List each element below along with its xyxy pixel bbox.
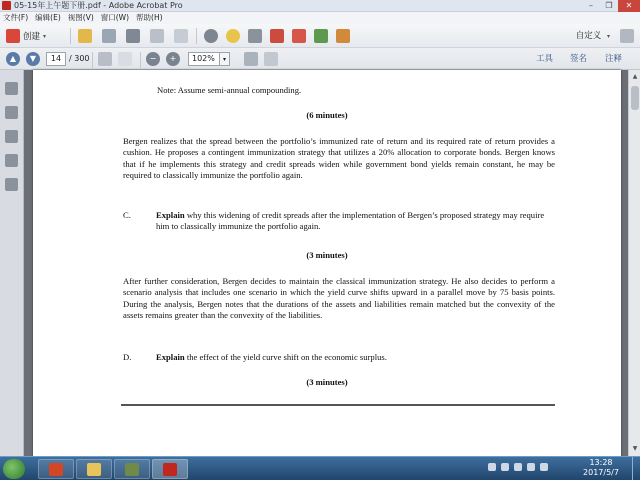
cursor-arrow-icon <box>98 52 112 66</box>
menu-window[interactable]: 窗口(W) <box>100 13 130 22</box>
question-letter: C. <box>123 210 131 220</box>
create-pdf-icon <box>6 29 20 43</box>
zoom-level-input[interactable]: 102% <box>188 52 220 66</box>
layers-icon[interactable] <box>5 154 18 167</box>
system-clock[interactable] <box>576 458 626 478</box>
share-button[interactable] <box>314 28 328 44</box>
window-title: 05-15年上午题下册.pdf - Adobe Acrobat Pro <box>14 1 183 10</box>
show-desktop-button[interactable] <box>632 457 640 480</box>
settings-button[interactable] <box>204 28 218 44</box>
maximize-button[interactable]: ❐ <box>605 1 613 10</box>
network-icon[interactable] <box>501 463 509 471</box>
create-label: 创建 <box>23 32 41 42</box>
page-number-input[interactable]: 14 <box>46 52 66 66</box>
taskbar-powerpoint[interactable] <box>38 459 74 479</box>
taskbar-acrobat[interactable] <box>152 459 188 479</box>
attachment-icon[interactable] <box>5 130 18 143</box>
customize-dropdown[interactable] <box>576 29 610 44</box>
toolbar-divider <box>140 52 141 68</box>
clock-date: 2017/5/7 <box>583 468 619 477</box>
taskbar-explorer[interactable] <box>76 459 112 479</box>
question-verb: Explain <box>156 352 185 362</box>
close-button[interactable]: ✕ <box>618 0 640 12</box>
clock-time: 13:28 <box>589 458 613 467</box>
hand-tool-button[interactable] <box>118 52 132 66</box>
powerpoint-icon <box>49 463 63 476</box>
keyboard-icon[interactable] <box>540 463 548 471</box>
combine-button[interactable] <box>292 28 306 44</box>
app-icon <box>125 463 139 476</box>
select-tool-button[interactable] <box>98 52 112 66</box>
question-text <box>156 352 556 363</box>
folder-icon <box>78 29 92 43</box>
question-letter: D. <box>123 352 132 362</box>
gear-icon <box>204 29 218 43</box>
menu-view[interactable]: 视图(V) <box>67 13 94 22</box>
time-allocation: (3 minutes) <box>306 250 348 260</box>
flag-icon[interactable] <box>514 463 522 471</box>
comment-pane-button[interactable]: 注释 <box>605 54 623 64</box>
fit-page-icon <box>244 52 258 66</box>
zoom-dropdown-button[interactable] <box>220 52 230 66</box>
open-button[interactable] <box>78 28 92 44</box>
save-button[interactable] <box>102 28 116 44</box>
menu-help[interactable]: 帮助(H) <box>136 13 163 22</box>
save-icon <box>102 29 116 43</box>
edit-button[interactable] <box>150 28 164 44</box>
create-button[interactable] <box>6 28 46 44</box>
share-icon <box>314 29 328 43</box>
question-body: why this widening of credit spreads after the implementation of Bergen’s proposed strategy may require him to classically immunize the portfolio again. <box>156 210 545 232</box>
fit-page-button[interactable] <box>244 52 258 66</box>
mail-icon <box>174 29 188 43</box>
toolbar-divider <box>70 28 71 44</box>
zoom-out-button[interactable]: − <box>146 52 160 66</box>
print-button[interactable] <box>126 28 140 44</box>
question-verb: Explain <box>156 210 185 220</box>
title-bar <box>0 0 640 12</box>
stamp-icon <box>248 29 262 43</box>
print-icon <box>126 29 140 43</box>
stamp-button[interactable] <box>248 28 262 44</box>
bookmark-icon[interactable] <box>5 106 18 119</box>
hand-icon <box>118 52 132 66</box>
speech-bubble-icon <box>226 29 240 43</box>
chevron-down-icon: ▾ <box>222 56 226 63</box>
taskbar-app[interactable] <box>114 459 150 479</box>
question-body: the effect of the yield curve shift on the economic surplus. <box>184 352 387 362</box>
horizontal-rule <box>121 404 555 406</box>
signature-icon <box>336 29 350 43</box>
page-thumbnails-icon[interactable] <box>5 82 18 95</box>
expand-button[interactable] <box>620 28 634 44</box>
customize-label: 自定义 <box>575 31 602 41</box>
comment-button[interactable] <box>226 28 240 44</box>
combine-icon <box>292 29 306 43</box>
pencil-icon <box>150 29 164 43</box>
email-button[interactable] <box>174 28 188 44</box>
taskbar <box>0 456 640 480</box>
window-controls <box>582 0 640 12</box>
menu-file[interactable]: 文件(F) <box>3 13 29 22</box>
paragraph: Bergen realizes that the spread between the portfolio’s immunized rate of return and its required rate of return provides a cushion. He proposes a contingent immunization strategy that utilizes a 20% allocation to corporate bonds. Bergen knows that if he implements this strategy and credit spreads widen while government bond yields remain constant, he may be required to classically immunize the portfolio again. <box>123 136 555 181</box>
next-page-button[interactable]: ▼ <box>26 52 40 66</box>
chevron-down-icon: ▾ <box>43 32 47 40</box>
export-pdf-icon <box>270 29 284 43</box>
time-allocation: (3 minutes) <box>306 377 348 387</box>
scroll-up-arrow-icon[interactable]: ▲ <box>632 73 638 80</box>
scroll-down-arrow-icon[interactable]: ▼ <box>632 445 638 452</box>
system-tray <box>488 463 548 471</box>
folder-icon <box>87 463 101 476</box>
document-viewport <box>25 70 628 456</box>
main-toolbar <box>0 24 640 48</box>
navigation-toolbar <box>0 48 640 70</box>
export-button[interactable] <box>270 28 284 44</box>
menu-edit[interactable]: 编辑(E) <box>35 13 61 22</box>
toolbar-divider <box>92 52 93 68</box>
zoom-in-button[interactable]: + <box>166 52 180 66</box>
tools-pane-button[interactable]: 工具 <box>536 54 554 64</box>
acrobat-icon <box>163 463 177 476</box>
tray-arrow-icon[interactable] <box>488 463 496 471</box>
pdf-page <box>33 70 621 456</box>
page-total: / 300 <box>69 54 90 63</box>
signature-panel-icon[interactable] <box>5 178 18 191</box>
start-button[interactable] <box>3 459 25 479</box>
navigation-pane <box>0 70 24 456</box>
scroll-thumb[interactable] <box>631 86 639 110</box>
menu-bar <box>0 12 640 24</box>
fullscreen-button[interactable] <box>264 52 278 66</box>
expand-icon <box>620 29 634 43</box>
fullscreen-icon <box>264 52 278 66</box>
volume-icon[interactable] <box>527 463 535 471</box>
time-allocation: (6 minutes) <box>306 110 348 120</box>
minimize-button[interactable]: – <box>589 1 593 10</box>
note-line: Note: Assume semi-annual compounding. <box>157 85 302 95</box>
prev-page-button[interactable]: ▲ <box>6 52 20 66</box>
sign-pane-button[interactable]: 签名 <box>570 54 588 64</box>
vertical-scrollbar[interactable] <box>628 70 640 456</box>
acrobat-icon <box>2 1 11 10</box>
sign-tool-button[interactable] <box>336 28 350 44</box>
question-text <box>156 210 556 233</box>
paragraph: After further consideration, Bergen decides to maintain the classical immunization strategy. He also decides to perform a scenario analysis that includes one scenario in which the yield curve shifts upward in a parallel move by 75 basis points. During the analysis, Bergen notes that the durations of the assets and liabilities remain matched but the convexity of the assets remains greater than the convexity of the liabilities. <box>123 276 555 321</box>
chevron-down-icon: ▾ <box>606 33 610 40</box>
toolbar-divider <box>196 28 197 44</box>
